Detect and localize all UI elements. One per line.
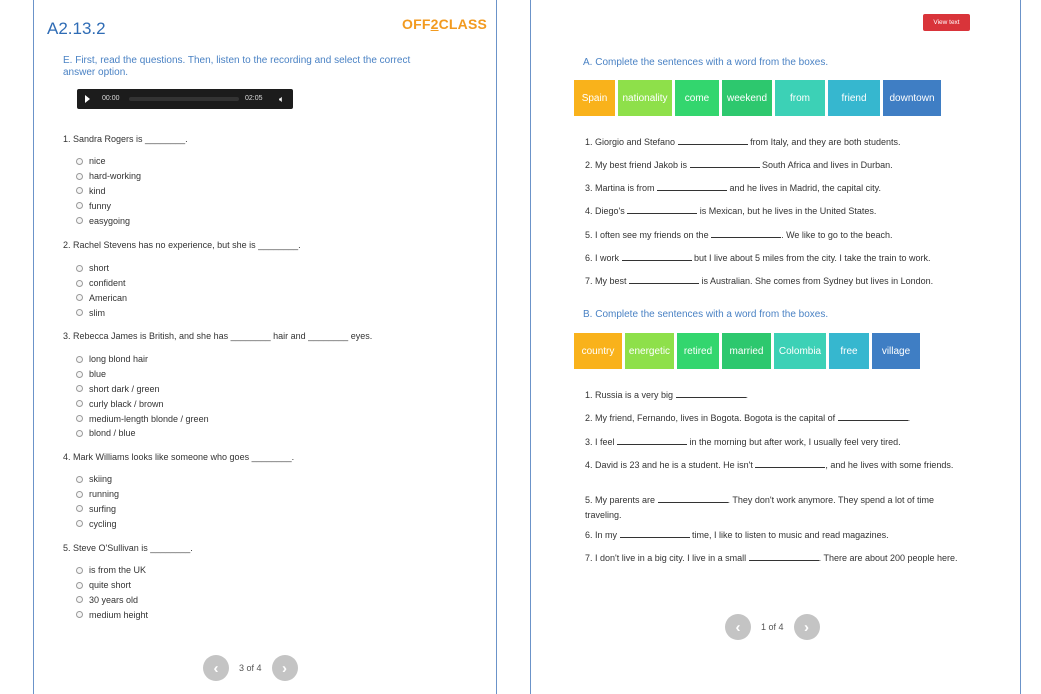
audio-duration: 02:05: [245, 95, 263, 102]
audio-current-time: 00:00: [102, 95, 120, 102]
radio-button[interactable]: [76, 385, 83, 392]
answer-option[interactable]: funny: [76, 198, 141, 213]
sentence-item: 7. I don't live in a big city. I live in a small . There are about 200 people here.: [585, 553, 958, 563]
play-icon[interactable]: [85, 95, 90, 103]
word-tile[interactable]: country: [574, 333, 622, 369]
answer-option[interactable]: medium height: [76, 607, 148, 622]
radio-button[interactable]: [76, 596, 83, 603]
sentence-item: 5. I often see my friends on the . We like to go to the beach.: [585, 230, 893, 240]
radio-button[interactable]: [76, 309, 83, 316]
radio-button[interactable]: [76, 611, 83, 618]
volume-icon[interactable]: 🔈︎: [279, 94, 285, 104]
word-box-a: [574, 80, 944, 116]
question-5: 5. Steve O'Sullivan is ________.: [63, 543, 193, 553]
answer-option[interactable]: kind: [76, 184, 141, 199]
answer-option[interactable]: 30 years old: [76, 593, 148, 608]
answer-option[interactable]: curly black / brown: [76, 396, 209, 411]
radio-button[interactable]: [76, 520, 83, 527]
prev-page-button[interactable]: ‹: [203, 655, 229, 681]
answer-option[interactable]: short dark / green: [76, 382, 209, 397]
answer-blank[interactable]: [678, 136, 748, 145]
next-page-button[interactable]: ›: [272, 655, 298, 681]
answer-option[interactable]: confident: [76, 276, 127, 291]
right-page: [530, 0, 1021, 694]
left-pagination: [203, 655, 298, 681]
sentence-item: 6. I work but I live about 5 miles from the city. I take the train to work.: [585, 253, 931, 263]
word-tile[interactable]: energetic: [625, 333, 674, 369]
answer-blank[interactable]: [658, 494, 728, 503]
radio-button[interactable]: [76, 202, 83, 209]
answer-option[interactable]: short: [76, 261, 127, 276]
sentence-item: 2. My best friend Jakob is South Africa and lives in Durban.: [585, 160, 893, 170]
answer-option[interactable]: hard-working: [76, 169, 141, 184]
radio-button[interactable]: [76, 187, 83, 194]
page-indicator: 3 of 4: [239, 663, 262, 673]
section-a-instruction: A. Complete the sentences with a word from the boxes.: [583, 57, 829, 68]
answer-option[interactable]: American: [76, 291, 127, 306]
answer-option[interactable]: is from the UK: [76, 563, 148, 578]
word-tile[interactable]: weekend: [722, 80, 772, 116]
sentence-item: 1. Giorgio and Stefano from Italy, and they are both students.: [585, 137, 901, 147]
radio-button[interactable]: [76, 265, 83, 272]
right-pagination: [725, 614, 820, 640]
answer-blank[interactable]: [676, 389, 746, 398]
radio-button[interactable]: [76, 280, 83, 287]
answer-blank[interactable]: [622, 252, 692, 261]
view-text-button[interactable]: View text: [923, 14, 970, 31]
answer-option[interactable]: long blond hair: [76, 352, 209, 367]
radio-button[interactable]: [76, 476, 83, 483]
radio-button[interactable]: [76, 173, 83, 180]
answer-blank[interactable]: [755, 459, 825, 468]
answer-blank[interactable]: [690, 159, 760, 168]
audio-player[interactable]: [77, 89, 293, 109]
answer-option[interactable]: nice: [76, 154, 141, 169]
answer-blank[interactable]: [657, 182, 727, 191]
question-3: 3. Rebecca James is British, and she has ________ hair and ________ eyes.: [63, 331, 373, 341]
radio-button[interactable]: [76, 491, 83, 498]
sentence-item: 3. I feel in the morning but after work, I usually feel very tired.: [585, 437, 901, 447]
answer-option[interactable]: surfing: [76, 502, 119, 517]
section-b-instruction: B. Complete the sentences with a word from the boxes.: [583, 309, 829, 320]
sentence-item: 4. Diego's is Mexican, but he lives in the United States.: [585, 206, 877, 216]
exercise-e-instruction: E. First, read the questions. Then, listen to the recording and select the correct answer option.: [63, 55, 411, 78]
word-tile[interactable]: from: [775, 80, 825, 116]
answer-blank[interactable]: [620, 529, 690, 538]
word-box-b: [574, 333, 923, 369]
answer-blank[interactable]: [629, 275, 699, 284]
radio-button[interactable]: [76, 158, 83, 165]
word-tile[interactable]: downtown: [883, 80, 941, 116]
word-tile[interactable]: Spain: [574, 80, 615, 116]
word-tile[interactable]: married: [722, 333, 771, 369]
radio-button[interactable]: [76, 505, 83, 512]
sentence-item: 4. David is 23 and he is a student. He isn't , and he lives with some friends.: [585, 460, 954, 470]
answer-option[interactable]: running: [76, 487, 119, 502]
question-4: 4. Mark Williams looks like someone who goes ________.: [63, 452, 295, 462]
answer-blank[interactable]: [838, 412, 908, 421]
word-tile[interactable]: free: [829, 333, 869, 369]
question-3-options: [76, 352, 209, 441]
question-4-options: [76, 472, 119, 531]
radio-button[interactable]: [76, 356, 83, 363]
answer-option[interactable]: blue: [76, 367, 209, 382]
radio-button[interactable]: [76, 567, 83, 574]
answer-option[interactable]: skiing: [76, 472, 119, 487]
radio-button[interactable]: [76, 294, 83, 301]
answer-option[interactable]: easygoing: [76, 213, 141, 228]
sentence-item: 2. My friend, Fernando, lives in Bogota. Bogota is the capital of .: [585, 413, 911, 423]
question-2: 2. Rachel Stevens has no experience, but she is ________.: [63, 240, 301, 250]
sentence-item: 3. Martina is from and he lives in Madrid, the capital city.: [585, 183, 881, 193]
radio-button[interactable]: [76, 415, 83, 422]
left-page: [33, 0, 497, 694]
answer-blank[interactable]: [617, 436, 687, 445]
word-tile[interactable]: nationality: [618, 80, 672, 116]
answer-blank[interactable]: [749, 552, 819, 561]
radio-button[interactable]: [76, 430, 83, 437]
radio-button[interactable]: [76, 582, 83, 589]
question-1-options: [76, 154, 141, 228]
sentence-item: 6. In my time, I like to listen to music and read magazines.: [585, 530, 889, 540]
word-tile[interactable]: retired: [677, 333, 719, 369]
page-indicator: 1 of 4: [761, 622, 784, 632]
radio-button[interactable]: [76, 400, 83, 407]
lesson-code: A2.13.2: [47, 19, 106, 38]
audio-progress-track[interactable]: [129, 97, 239, 101]
word-tile[interactable]: come: [675, 80, 719, 116]
word-tile[interactable]: village: [872, 333, 920, 369]
answer-option[interactable]: slim: [76, 305, 127, 320]
answer-option[interactable]: quite short: [76, 578, 148, 593]
answer-blank[interactable]: [627, 205, 697, 214]
radio-button[interactable]: [76, 217, 83, 224]
answer-option[interactable]: cycling: [76, 516, 119, 531]
question-5-options: [76, 563, 148, 622]
word-tile[interactable]: Colombia: [774, 333, 826, 369]
sentence-item: 7. My best is Australian. She comes from Sydney but lives in London.: [585, 276, 934, 286]
answer-option[interactable]: blond / blue: [76, 426, 209, 441]
sentence-item: 1. Russia is a very big .: [585, 390, 749, 400]
sentence-item: 5. My parents are . They don't work anymore. They spend a lot of time traveling.: [585, 495, 935, 520]
next-page-button[interactable]: ›: [794, 614, 820, 640]
off2class-logo: OFF2CLASS: [402, 16, 488, 32]
radio-button[interactable]: [76, 371, 83, 378]
word-tile[interactable]: friend: [828, 80, 880, 116]
prev-page-button[interactable]: ‹: [725, 614, 751, 640]
question-1: 1. Sandra Rogers is ________.: [63, 134, 188, 144]
answer-blank[interactable]: [711, 229, 781, 238]
question-2-options: [76, 261, 127, 320]
answer-option[interactable]: medium-length blonde / green: [76, 411, 209, 426]
